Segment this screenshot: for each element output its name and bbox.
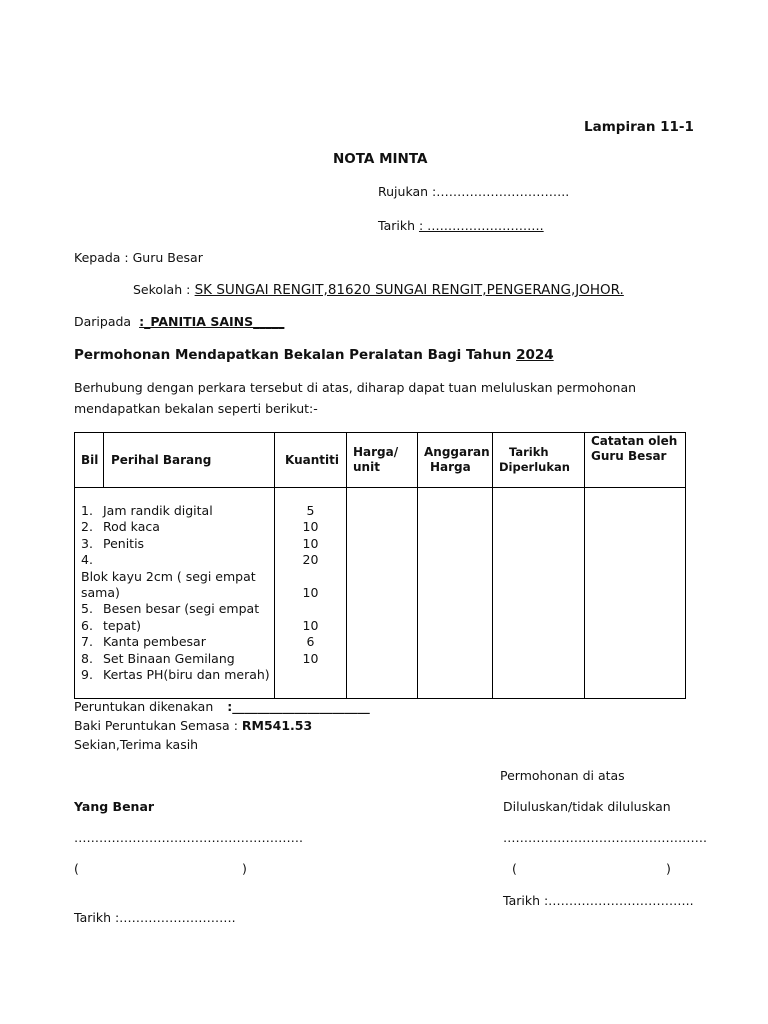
- qty-value: 10: [302, 535, 319, 551]
- balance-value: RM541.53: [241, 718, 313, 733]
- list-item: 1. Jam randik digital: [81, 503, 213, 518]
- list-item: 2. Rod kaca: [81, 519, 160, 535]
- allocation-label: Peruntukan dikenakan: [74, 699, 214, 714]
- estimate-cell[interactable]: [418, 488, 493, 699]
- date-right-line: Tarikh :……………………………..: [503, 893, 694, 908]
- qty-spacer: [275, 569, 346, 585]
- closing-line: Sekian,Terima kasih: [74, 737, 199, 752]
- qty-value: 10: [302, 519, 319, 535]
- approval-status: Diluluskan/tidak diluluskan: [503, 799, 671, 814]
- items-table: [74, 432, 686, 699]
- qty-value: 10: [302, 585, 319, 601]
- school-value: SK SUNGAI RENGIT,81620 SUNGAI RENGIT,PENGERANG,JOHOR.: [194, 282, 624, 298]
- col-item: Perihal Barang: [104, 433, 275, 488]
- date-label: Tarikh: [378, 218, 415, 233]
- date-needed-cell[interactable]: [493, 488, 585, 699]
- qty-value: 10: [302, 617, 319, 633]
- subject-line: [74, 347, 554, 363]
- qty-spacer: [275, 601, 346, 617]
- school-label: Sekolah :: [133, 282, 191, 297]
- date-left-line: Tarikh :……………………….: [74, 910, 236, 925]
- balance-label: Baki Peruntukan Semasa :: [74, 718, 238, 733]
- from-label: Daripada: [74, 314, 132, 329]
- qty-value: 20: [302, 552, 319, 568]
- items-list: [81, 503, 274, 683]
- col-bil: Bil: [75, 433, 104, 488]
- reference-value: …………………………..: [436, 184, 570, 199]
- body-line-1: Berhubung dengan perkara tersebut di atas, diharap dapat tuan meluluskan permohonan: [74, 380, 637, 395]
- subject-text: Permohonan Mendapatkan Bekalan Peralatan Bagi Tahun: [74, 347, 517, 363]
- body-line-2: mendapatkan bekalan seperti berikut:-: [74, 401, 318, 416]
- qty-cell: [275, 488, 347, 699]
- list-item: 8. Set Binaan Gemilang: [81, 650, 235, 666]
- list-item: 7. Kanta pembesar: [81, 634, 206, 650]
- signature-line-right: ………………………………………….: [503, 830, 707, 845]
- qty-value: 10: [302, 650, 319, 666]
- col-unit-price: Harga/ unit: [347, 433, 418, 488]
- document-title: NOTA MINTA: [333, 151, 428, 167]
- list-item: 9. Kertas PH(biru dan merah): [81, 667, 270, 683]
- table-header-row: [75, 433, 686, 488]
- list-item: 6. tepat): [81, 617, 141, 633]
- list-item: 5. Besen besar (segi empat: [81, 601, 260, 617]
- col-notes: Catatan oleh Guru Besar: [585, 433, 686, 488]
- table-body-row: [75, 488, 686, 699]
- col-estimate: Anggaran Harga: [418, 433, 493, 488]
- reference-line: [378, 184, 569, 200]
- name-paren-open-left: (: [74, 861, 79, 876]
- qty-value: 6: [306, 634, 315, 650]
- signature-line-left: ……………………………………………….: [74, 830, 303, 845]
- approval-heading: Permohonan di atas: [500, 768, 625, 783]
- list-item: 4.Blok kayu 2cm ( segi empat sama): [81, 552, 256, 601]
- name-paren-close-right: ): [666, 861, 671, 876]
- col-date-needed: Tarikh Diperlukan: [493, 433, 585, 488]
- name-paren-open-right: (: [512, 861, 517, 876]
- notes-cell[interactable]: [585, 488, 686, 699]
- attachment-label: Lampiran 11-1: [584, 119, 694, 135]
- name-paren-close-left: ): [242, 861, 247, 876]
- col-qty: Kuantiti: [275, 433, 347, 488]
- qty-list: [275, 503, 346, 667]
- items-cell: [75, 488, 275, 699]
- reference-label: Rujukan :: [378, 184, 437, 199]
- qty-value: 5: [306, 503, 315, 518]
- school-line: [133, 282, 624, 298]
- unit-price-cell[interactable]: [347, 488, 418, 699]
- to-line: Kepada : Guru Besar: [74, 250, 203, 265]
- date-line: [378, 218, 544, 234]
- sincerely-label: Yang Benar: [74, 799, 155, 814]
- allocation-value: :______________________: [227, 699, 370, 714]
- list-item: 3. Penitis: [81, 535, 145, 551]
- allocation-line: [74, 699, 370, 715]
- date-value: : ……………………….: [418, 218, 544, 233]
- balance-line: [74, 718, 312, 734]
- from-line: [74, 314, 284, 330]
- from-value: :_PANITIA SAINS_____: [139, 314, 285, 329]
- subject-year: 2024: [516, 347, 554, 363]
